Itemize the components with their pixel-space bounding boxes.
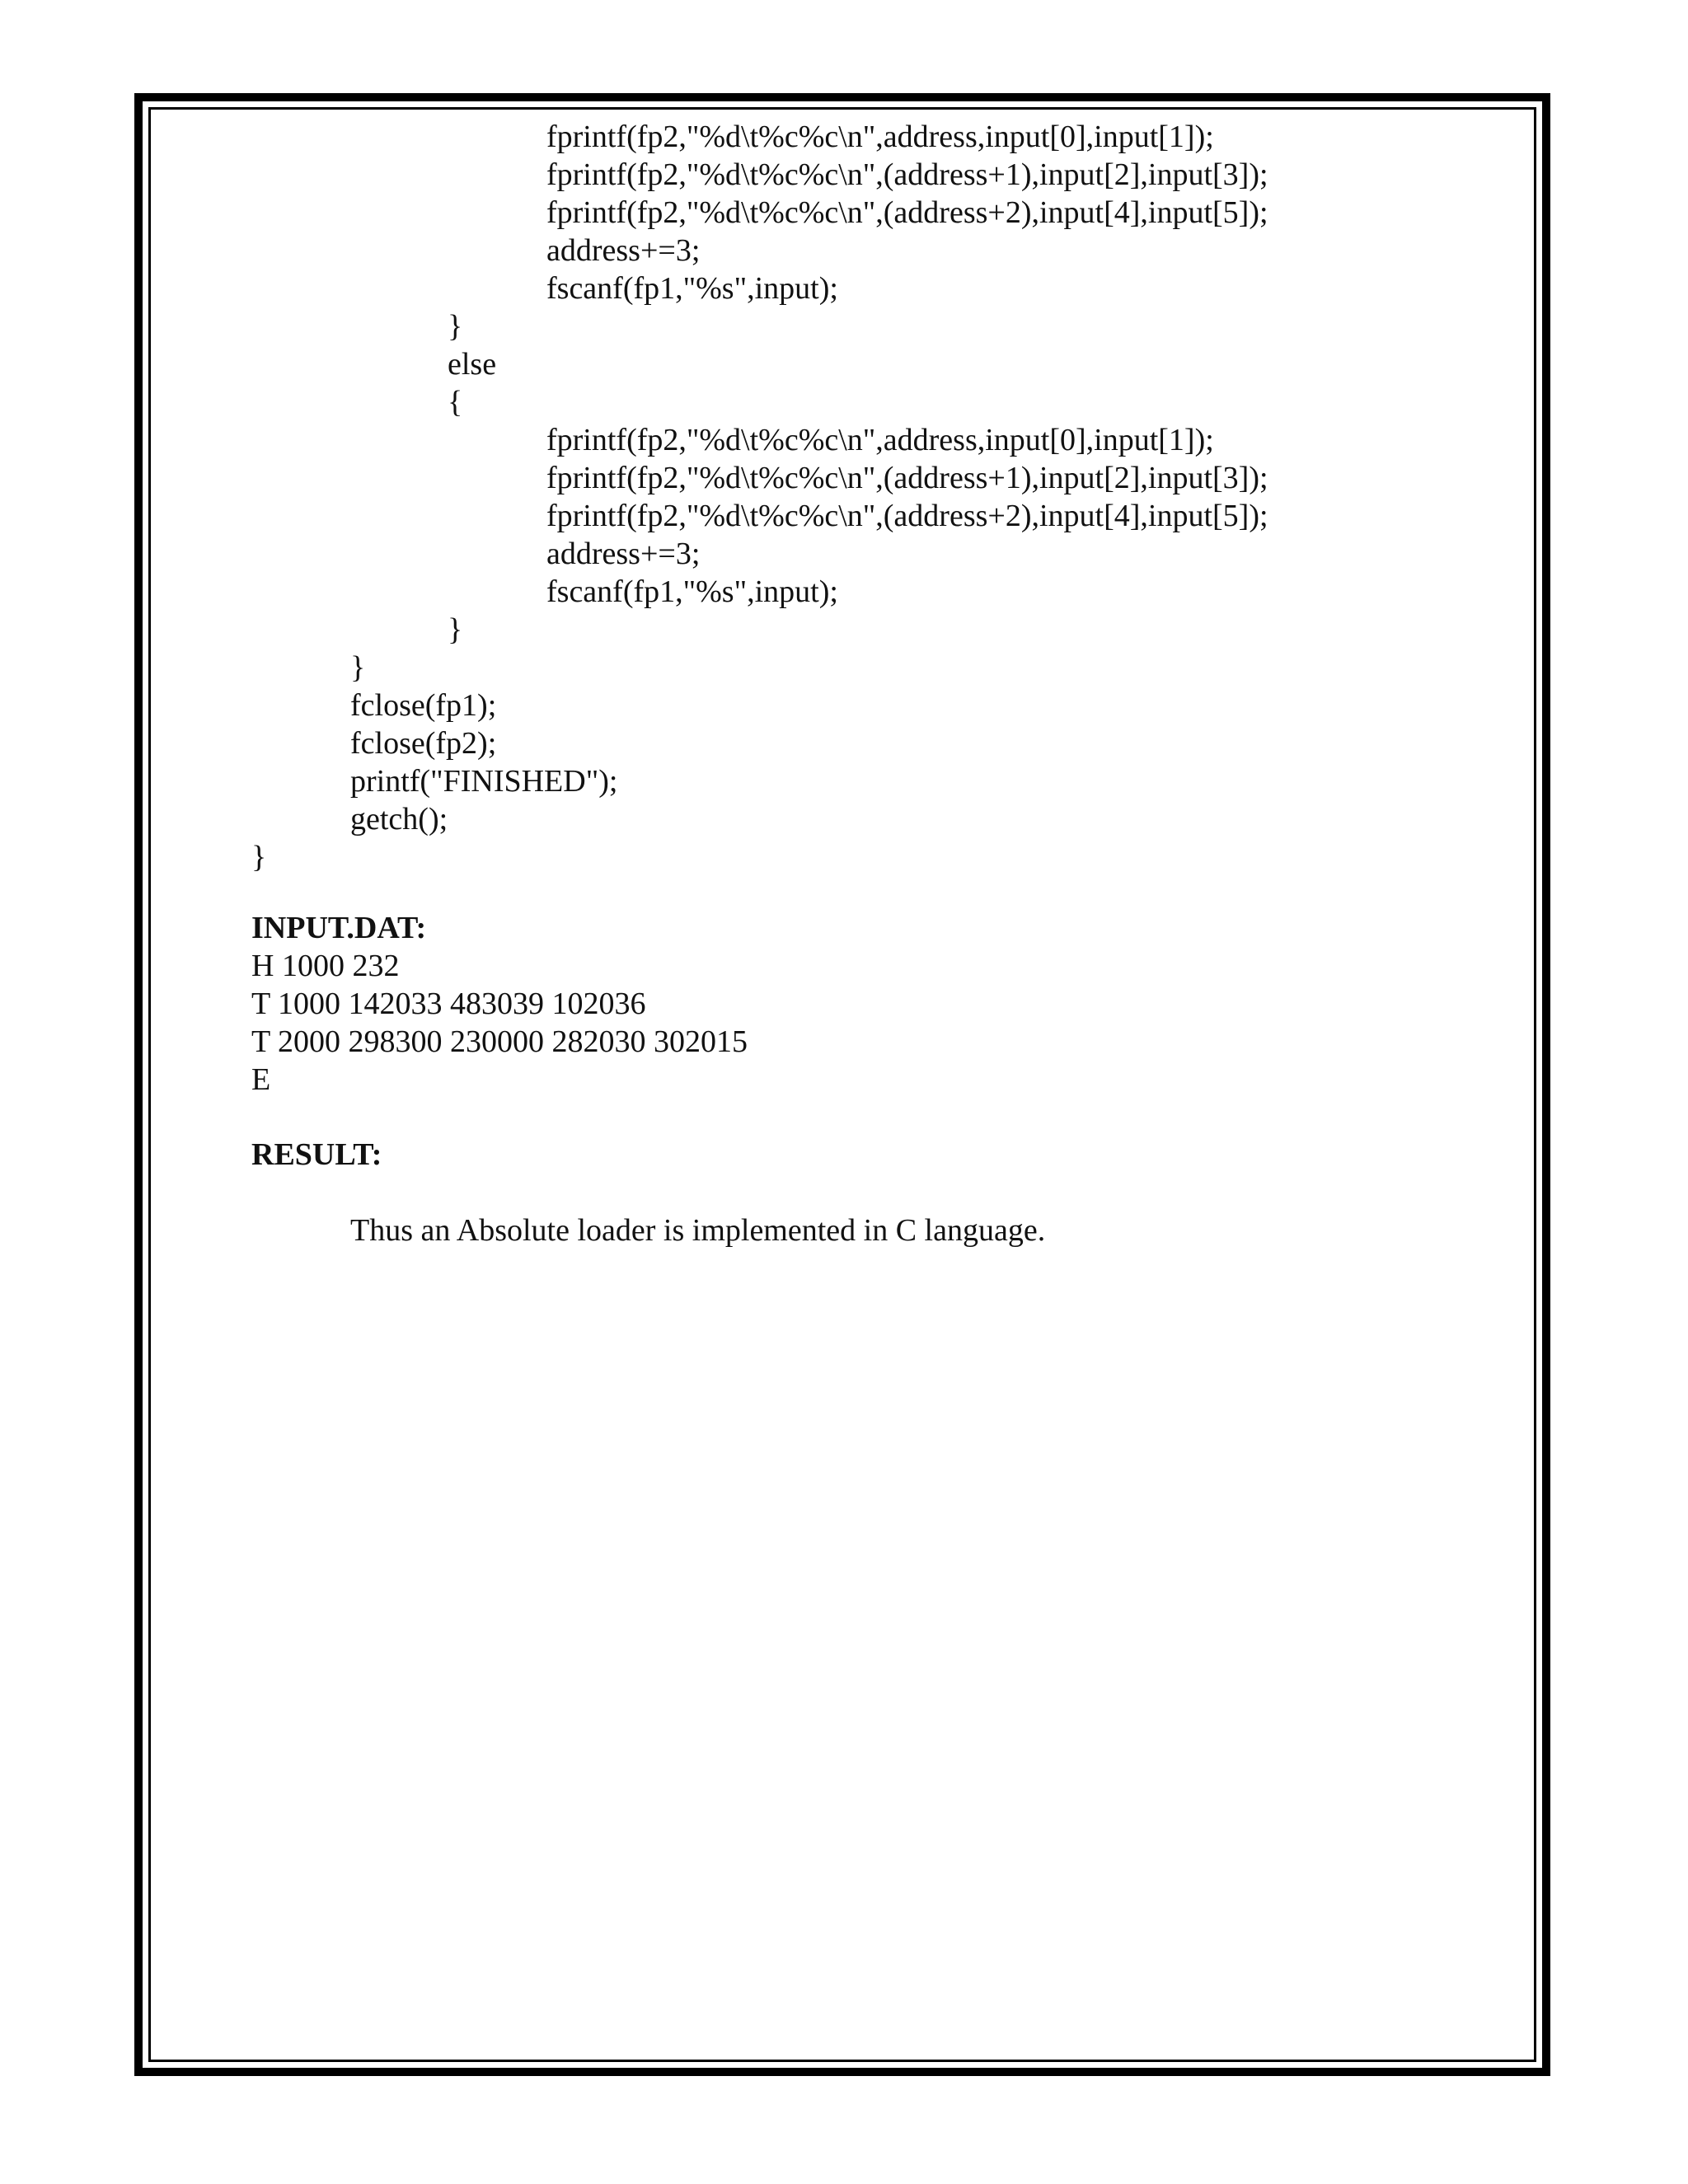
code-line: {: [448, 385, 463, 419]
page-border-inner: [148, 107, 1536, 2062]
code-line: getch();: [350, 802, 448, 837]
code-line: fclose(fp1);: [350, 688, 497, 723]
input-record: E: [251, 1062, 271, 1097]
input-record: T 2000 298300 230000 282030 302015: [251, 1024, 748, 1059]
result-text: Thus an Absolute loader is implemented in C language.: [350, 1213, 1046, 1248]
code-line: }: [350, 650, 366, 685]
result-heading: RESULT:: [251, 1137, 382, 1172]
code-line: }: [448, 612, 463, 647]
input-record: H 1000 232: [251, 949, 400, 983]
code-line: address+=3;: [546, 537, 701, 571]
code-line: fscanf(fp1,"%s",input);: [546, 271, 838, 306]
code-line: fprintf(fp2,"%d\t%c%c\n",(address+1),input[2],input[3]);: [546, 461, 1268, 495]
code-line: }: [448, 309, 463, 344]
code-line: fscanf(fp1,"%s",input);: [546, 574, 838, 609]
code-line: printf("FINISHED");: [350, 764, 618, 799]
input-record: T 1000 142033 483039 102036: [251, 987, 646, 1021]
code-line: fprintf(fp2,"%d\t%c%c\n",(address+1),input[2],input[3]);: [546, 157, 1268, 192]
code-line: else: [448, 347, 497, 382]
code-line: fprintf(fp2,"%d\t%c%c\n",(address+2),input[4],input[5]);: [546, 195, 1268, 230]
code-line: fprintf(fp2,"%d\t%c%c\n",address,input[0],input[1]);: [546, 423, 1214, 457]
input-dat-heading: INPUT.DAT:: [251, 911, 427, 945]
code-line: fprintf(fp2,"%d\t%c%c\n",(address+2),input[4],input[5]);: [546, 499, 1268, 533]
code-line: address+=3;: [546, 233, 701, 268]
code-line: fclose(fp2);: [350, 726, 497, 761]
code-line: }: [251, 840, 267, 874]
code-line: fprintf(fp2,"%d\t%c%c\n",address,input[0],input[1]);: [546, 120, 1214, 154]
